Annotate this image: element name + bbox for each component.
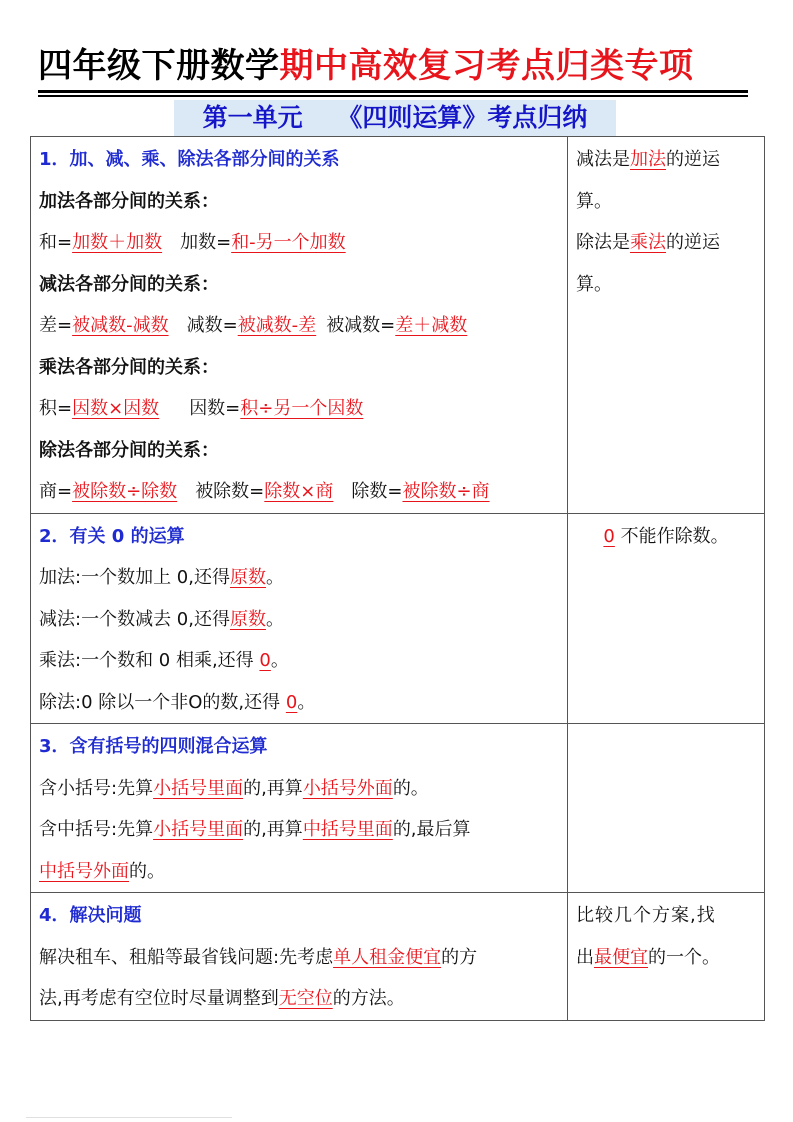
section-3-note	[568, 724, 765, 893]
rule-text: 解决租车、租船等最省钱问题:先考虑	[39, 946, 334, 968]
section-3-content	[31, 724, 568, 893]
title-red-part: 期中高效复习考点归类专项	[279, 46, 694, 86]
rule-text: 的,再算	[243, 777, 303, 799]
note-line: 比较几个方案,找	[576, 905, 716, 926]
unit-subtitle: 第一单元 《四则运算》考点归纳	[174, 100, 616, 136]
title-underline-thin	[38, 95, 748, 97]
section-4-row	[31, 893, 765, 1021]
problem-solving-rule-continued	[39, 978, 567, 1020]
rule-text: 的,再算	[243, 819, 303, 840]
subtraction-title: 减法各部分间的关系：	[39, 273, 219, 295]
review-table	[30, 136, 765, 1021]
note-text: 的逆运	[666, 232, 720, 253]
zero-rule-add	[39, 557, 567, 599]
rule-text: 的,最后算	[392, 819, 471, 840]
section-3-row	[31, 724, 765, 893]
rule-text: 乘法:一个数和 0 相乘,还得	[39, 650, 260, 671]
title-underline-thick	[38, 90, 748, 93]
zero-rule-subtract	[39, 599, 567, 641]
rule-text: 。	[297, 691, 316, 713]
multiplication-formulas	[39, 388, 567, 430]
answer-blank: 加法	[630, 149, 666, 170]
rule-text: 。	[270, 650, 289, 671]
section-4-note	[568, 893, 765, 1021]
formula-label: 被减数=	[326, 315, 396, 336]
answer-blank: 0	[259, 650, 271, 671]
answer-blank: 乘法	[630, 232, 666, 253]
rule-text: 的。	[129, 860, 165, 882]
answer-blank: 0	[603, 525, 615, 547]
answer-blank: 0	[285, 691, 298, 713]
answer-blank: 最便宜	[594, 946, 648, 968]
problem-solving-rule	[39, 937, 567, 979]
formula-label: 加数=	[180, 232, 232, 253]
addition-formulas	[39, 222, 567, 264]
rule-text: 减法:一个数减去 0,还得	[39, 608, 230, 630]
section-2-note	[568, 513, 765, 724]
rule-text: 加法:一个数加上 0,还得	[39, 567, 230, 588]
formula-label: 减数=	[186, 315, 238, 336]
formula-label: 被除数=	[195, 481, 265, 502]
zero-rule-divide	[39, 682, 567, 724]
formula-label: 商=	[39, 481, 73, 502]
note-line	[576, 516, 764, 558]
rule-text: 含小括号:先算	[39, 777, 154, 799]
parentheses-rule	[39, 768, 567, 810]
title-black-part: 四年级下册数学	[38, 46, 280, 86]
section-1-row	[31, 137, 765, 514]
rule-text: 。	[265, 567, 284, 588]
section-1-note	[568, 137, 765, 514]
division-formulas	[39, 471, 567, 513]
answer-blank: 除数×商	[264, 481, 334, 502]
footer-divider	[26, 1117, 232, 1118]
rule-text: 。	[265, 608, 284, 630]
answer-blank: 被减数-减数	[72, 315, 169, 336]
brackets-rule	[39, 809, 567, 851]
answer-blank: 小括号外面	[302, 777, 393, 799]
note-text: 不能作除数。	[614, 525, 729, 547]
note-text: 出	[576, 946, 594, 968]
rule-text: 除法:0 除以一个非O的数,还得	[39, 691, 286, 713]
answer-blank: 原数	[229, 567, 266, 588]
formula-label: 因数=	[189, 398, 241, 419]
section-4-content	[31, 893, 568, 1021]
answer-blank: 原数	[229, 608, 266, 630]
note-line	[576, 139, 764, 181]
section-1-heading: 1．加、减、乘、除法各部分间的关系	[39, 149, 340, 170]
multiplication-title: 乘法各部分间的关系：	[39, 356, 219, 378]
formula-label: 和=	[39, 232, 73, 253]
formula-label: 差=	[39, 315, 73, 336]
answer-blank: 差＋减数	[395, 315, 468, 336]
answer-blank: 小括号里面	[153, 819, 244, 840]
note-text: 除法是	[576, 232, 630, 253]
section-2-content	[31, 513, 568, 724]
answer-blank: 单人租金便宜	[333, 946, 442, 968]
answer-blank: 被除数÷商	[402, 481, 490, 502]
section-3-heading: 3．含有括号的四则混合运算	[39, 736, 268, 757]
brackets-rule-continued	[39, 851, 567, 893]
answer-blank: 因数×因数	[72, 398, 160, 419]
answer-blank: 积÷另一个因数	[240, 398, 364, 419]
section-4-heading: 4．解决问题	[39, 905, 142, 926]
note-line	[576, 222, 764, 264]
page-title	[38, 44, 755, 88]
note-text: 减法是	[576, 149, 630, 170]
zero-rule-multiply	[39, 640, 567, 682]
answer-blank: 中括号里面	[302, 819, 393, 840]
formula-label: 除数=	[351, 481, 403, 502]
note-line	[576, 937, 764, 979]
answer-blank: 被减数-差	[237, 315, 317, 336]
answer-blank: 无空位	[278, 988, 333, 1009]
rule-text: 的方法。	[332, 988, 405, 1009]
answer-blank: 中括号外面	[39, 860, 129, 882]
note-text: 的一个。	[648, 946, 720, 968]
answer-blank: 加数＋加数	[72, 232, 163, 253]
section-2-heading: 2．有关 0 的运算	[39, 525, 185, 547]
rule-text: 的方	[441, 946, 478, 968]
note-line: 算。	[576, 273, 612, 295]
division-title: 除法各部分间的关系：	[39, 439, 219, 461]
rule-text: 含中括号:先算	[39, 819, 154, 840]
section-2-row	[31, 513, 765, 724]
note-line: 算。	[576, 190, 612, 212]
addition-title: 加法各部分间的关系：	[39, 190, 219, 212]
section-1-content	[31, 137, 568, 514]
answer-blank: 被除数÷除数	[72, 481, 178, 502]
answer-blank: 和-另一个加数	[231, 232, 346, 253]
subtraction-formulas	[39, 305, 567, 347]
rule-text: 法,再考虑有空位时尽量调整到	[39, 988, 279, 1009]
answer-blank: 小括号里面	[153, 777, 244, 799]
note-text: 的逆运	[666, 149, 720, 170]
formula-label: 积=	[39, 398, 73, 419]
rule-text: 的。	[392, 777, 429, 799]
